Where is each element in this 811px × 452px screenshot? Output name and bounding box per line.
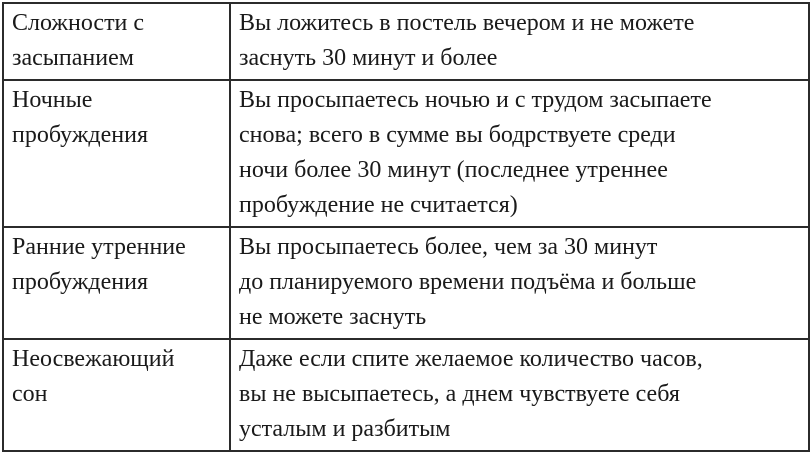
description-cell: Вы просыпаетесь более, чем за 30 минут до планируемого времени подъёма и больше не можете заснуть	[230, 227, 809, 339]
description-cell: Вы ложитесь в постель вечером и не можете заснуть 30 минут и более	[230, 3, 809, 80]
term-cell: Неосвежающий сон	[3, 339, 230, 451]
description-cell: Вы просыпаетесь ночью и с трудом засыпаете снова; всего в сумме вы бодрствуете среди ночи более 30 минут (последнее утреннее пробуждение не считается)	[230, 80, 809, 227]
table-row	[3, 339, 809, 451]
term-cell: Ночные пробуждения	[3, 80, 230, 227]
term-cell: Сложности с засыпанием	[3, 3, 230, 80]
table-body	[3, 3, 809, 451]
description-cell: Даже если спите желаемое количество часов, вы не высыпаетесь, а днем чувствуете себя усталым и разбитым	[230, 339, 809, 451]
table-row	[3, 227, 809, 339]
table-row	[3, 80, 809, 227]
table-row	[3, 3, 809, 80]
sleep-problems-table	[2, 2, 810, 452]
term-cell: Ранние утренние пробуждения	[3, 227, 230, 339]
